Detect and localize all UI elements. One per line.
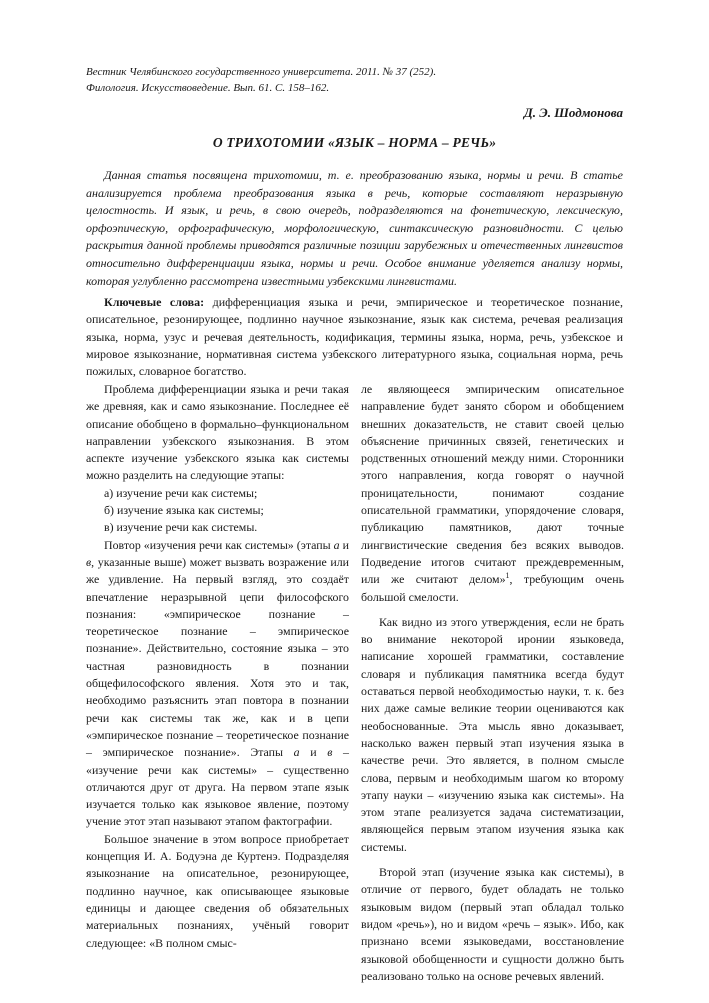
p2-italic-v2: в xyxy=(327,745,333,760)
keywords-label: Ключевые слова: xyxy=(104,295,205,309)
p2-italic-v: в xyxy=(86,554,92,569)
p2-text-5: – «изучение речи как системы» – существенно отличаются друг от друга. На первом этапе язык изучается только как языковое явление, поэтому учение этот этап называют этапом фактографии. xyxy=(86,745,350,829)
keywords-text: дифференциация языка и речи, эмпирическое и теоретическое познание, описательное, резонирующее, подлинно научное языкознание, язык как система, речевая реализация языка, норма, узус и речевая деятельность, кодификация, термины языка, норма, речь, узбекское и мировое языкознание, нормативная система узбекского литературного языка, социальная норма, речь пожилых, словарное богатство. xyxy=(86,295,623,379)
footnote-ref: 1 xyxy=(505,571,510,581)
p2-text-2: и xyxy=(339,537,349,552)
left-paragraph-1: Проблема дифференциации языка и речи такая же древняя, как и само языкознание. Последнее её описание обобщено в формально–функциональном направлении узбекского языкознания. В этом аспекте изучение узбекского языка как системы можно разделить на следующие этапы: xyxy=(86,382,349,483)
right-p1-end: , требующим очень большой смелости. xyxy=(361,572,624,604)
right-paragraph-2: Как видно из этого утверждения, если не брать во внимание некоторой иронии языковеда, написание хорошей грамматики, составление словаря и публикация памятника всегда будут оставаться первой необходимостью науки, т. к. без них даже самые великие теории оцениваются как необоснованные. Эта мысль явно доказывает, насколько важен первый этап изучения языка в качестве речи. Это является, в полном смысле слова, первым и необходимым шагом ко второму этапу науки – «изучению языка как системы». На этом этапе реализуется задача систематизации, являющейся первым этапом изучения языка как системы. xyxy=(361,614,624,854)
p2-italic-a2: а xyxy=(293,745,300,760)
right-paragraph-3: Второй этап (изучение языка как системы), в отличие от первого, будет обладать не только языковым видом (первый этап обладал только видом «речь»), но и видом «речь – язык». Ибо, как признано всеми языковедами, восстановление языковой обобщенности и сущности должно быть реализовано только на основе речевых явлений. xyxy=(361,865,624,983)
left-paragraph-2 xyxy=(86,537,349,831)
left-column xyxy=(86,381,349,952)
article-title: О ТРИХОТОМИИ «ЯЗЫК – НОРМА – РЕЧЬ» xyxy=(212,135,497,150)
journal-line-1: Вестник Челябинского государственного университета. 2011. № 37 (252). xyxy=(86,66,437,78)
keywords xyxy=(86,294,623,380)
right-paragraph-1 xyxy=(361,381,624,606)
journal-line-2: Филология. Искусствоведение. Вып. 61. С. 158–162. xyxy=(86,82,330,94)
p2-text-4: и xyxy=(299,745,328,760)
journal-reference xyxy=(86,64,646,96)
list-item-a: а) изучение речи как системы; xyxy=(104,485,258,500)
author-name: Д. Э. Шодмонова xyxy=(523,105,623,120)
p2-italic-a: а xyxy=(333,537,340,552)
p2-text-3: , указанные выше) может вызвать возражение или же удивление. На первый взгляд, это создаёт впечатление неразрывной цепи философского познания: «эмпирическое познание – теоретическое познание – эмпирическое познание». Действительно, состояние языка – это частная разновидность в познании общефилософского явления. Хотя это и так, необходимо разъяснить этап повтора в познании речи как системы так же, как и в цепи «эмпирическое познание – теоретическое познание – эмпирическое познание». Этапы xyxy=(86,554,349,760)
right-p1-text: ле являющееся эмпирическим описательное направление будет занято сбором и обобщением внешних доказательств, не ставит своей целью объяснение причинных связей, генетических и родственных отношений между ними. Сторонники этого направления, когда говорят о научной проницательности, понимают создание описательной грамматики, упорядочение словаря, публикацию памятников, дают точные лингвистические сведения без всяких выводов. Подведение итогов считают преждевременным, или же считают делом» xyxy=(361,382,624,587)
p2-text-1: Повтор «изучения речи как системы» (этапы xyxy=(104,537,334,552)
abstract: Данная статья посвящена трихотомии, т. е. преобразованию языка, нормы и речи. В статье анализируется проблема преобразования языка в речь, которые составляют неразрывную целостность. И язык, и речь, в свою очередь, подразделяются на фонетическую, лексическую, орфоэпическую, орфографическую, морфологическую, синтаксическую разновидности. С целью раскрытия данной проблемы приводятся различные позиции зарубежных и отечественных лингвистов относительно дифференциации языка, нормы и речи. Особое внимание уделяется анализу нормы, которая углубленно рассмотрена известными узбекскими лингвистами. xyxy=(86,168,623,288)
list-item-c: в) изучение речи как системы. xyxy=(104,520,258,535)
right-column xyxy=(361,381,624,985)
left-paragraph-3: Большое значение в этом вопросе приобретает концепция И. А. Бодуэна де Куртенэ. Подразделяя языкознание на описательное, резонирующее, подлинно научное, как описывающее языковые единицы и дающее сведения об обязательных материальных познаниях, учёный говорит следующее: «В полном смыс- xyxy=(86,831,349,950)
list-item-b: б) изучение языка как системы; xyxy=(104,503,264,518)
